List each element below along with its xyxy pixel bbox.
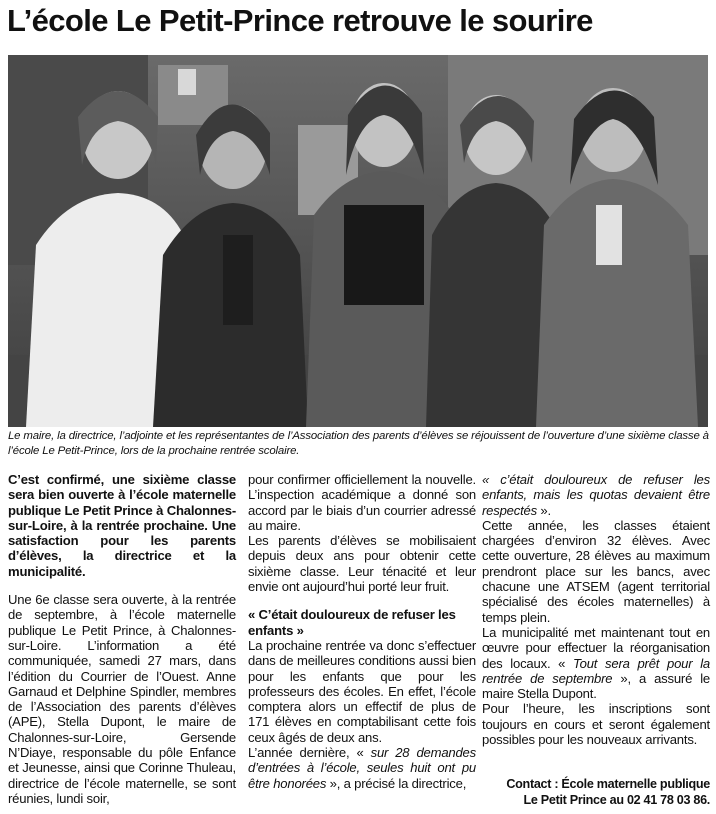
paragraph-8-start: La municipalité met maintenant tout en œuvre pour effectuer la réorganisation des locaux. « [482,624,710,671]
article-headline: L’école Le Petit-Prince retrouve le sourire [7,3,593,38]
column-3 [482,472,710,747]
paragraph-1: Une 6e classe sera ouverte, à la rentrée de septembre, à l’école maternelle publique Le Petit Prince, à Chalonnes-sur-Loire. L’information a été communiquée, samedi 27 mars, dans l’édition du Courrier de l’Ouest. Anne Garnaud et Delphine Spindler, membres de l’Association des parents d’élèves (APE), Stella Dupont, le maire de Chalonnes-sur-Loire, Gersende N’Diaye, responsable du pôle Enfance et Jeunesse, ainsi que Corinne Thuleau, directrice de l’école maternelle, se sont réunies, lundi soir, [8,592,236,806]
column-1 [8,472,236,806]
paragraph-9: Pour l’heure, les inscriptions sont toujours en cours et seront également possibles pour les nouveaux arrivants. [482,701,710,748]
photo-caption: Le maire, la directrice, l’adjointe et les représentantes de l’Association des parents d’élèves se réjouissent de l’ouverture d’une sixième classe à l’école Le Petit-Prince, lors de la prochaine rentrée scolaire. [8,430,709,457]
paragraph-8-end: », a assuré le maire Stella Dupont. [482,670,710,702]
contact-info [482,776,710,808]
group-photo [8,55,708,427]
paragraph-6-end: ». [536,502,551,518]
group-photo-illustration [8,55,708,427]
paragraph-3: Les parents d’élèves se mobilisaient depuis deux ans pour obtenir cette sixième classe. Leur ténacité et leur envie ont aujourd’hui porté leur fruit. [248,533,476,595]
paragraph-5-end: », a précisé la directrice, [326,775,467,791]
contact-line-2: Le Petit Prince au 02 41 78 03 86. [523,793,710,807]
paragraph-4: La prochaine rentrée va donc s’effectuer dans de meilleures conditions aussi bien pour les enfants que pour les professeurs des écoles. En effet, l’école comptera alors un effectif de plus de 171 élèves en comptabilisant cette fois ceux âgés de deux ans. [248,637,476,745]
column-2 [248,472,476,791]
paragraph-2: pour confirmer officiellement la nouvelle. L’inspection académique a donné son accord par le biais d’un courrier adressé au maire. [248,472,476,533]
paragraph-6 [482,472,710,518]
paragraph-8 [482,625,710,701]
paragraph-7: Cette année, les classes étaient chargées d’environ 32 élèves. Avec cette ouverture, 28 élèves au maximum prendront place sur les bancs, avec chacune une ATSEM (agent territorial spécialisé des écoles maternelles) à temps plein. [482,517,710,625]
paragraph-5 [248,745,476,791]
article-lead: C’est confirmé, une sixième classe sera bien ouverte à l’école maternelle publique Le Petit Prince à Chalonnes-sur-Loire, à la rentrée prochaine. Une satisfaction pour les parents d’élèves, la directrice et la municipalité. [8,472,236,579]
paragraph-5-quote: sur 28 demandes d’entrées à l’école, seules huit ont pu être honorées [248,745,476,791]
paragraph-8-quote: Tout sera prêt pour la rentrée de septembre [482,655,710,686]
article-subhead: « C’était douloureux de refuser les enfants » [248,607,456,638]
paragraph-5-start: L’année dernière, « [248,745,371,761]
contact-line-1: Contact : École maternelle publique [506,777,710,791]
paragraph-6-quote: « c’était douloureux de refuser les enfants, mais les quotas devaient être respectés [482,472,710,518]
